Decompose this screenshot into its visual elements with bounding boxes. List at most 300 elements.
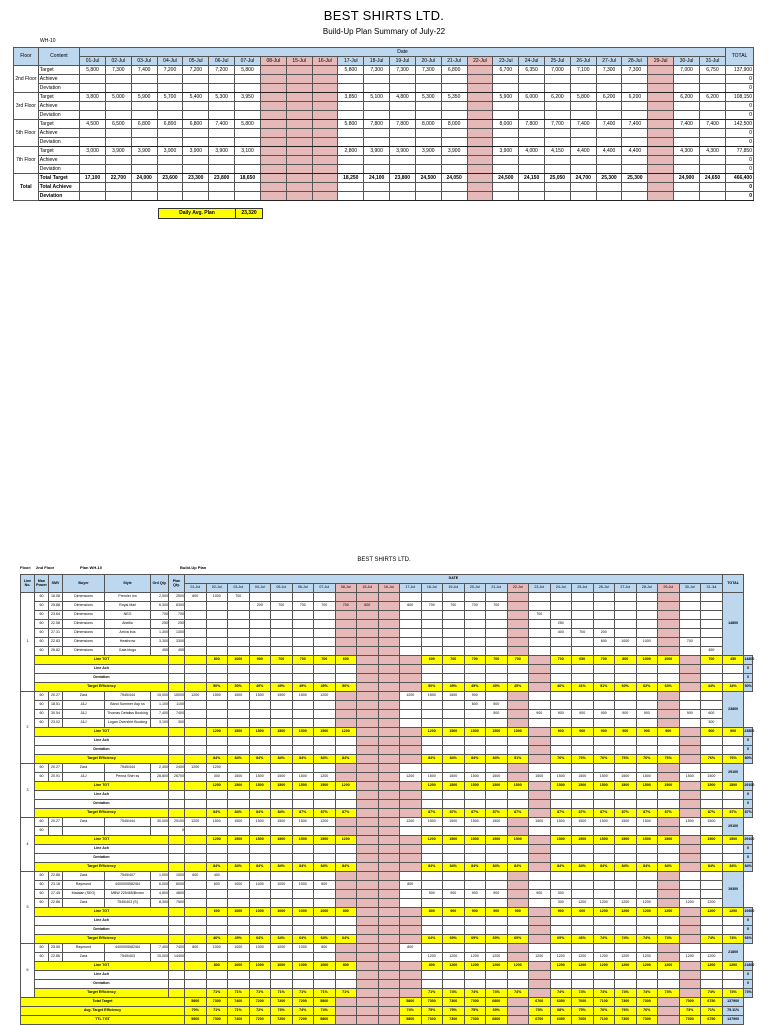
band-value [593, 791, 615, 800]
day-value [674, 156, 700, 165]
band-spacer [169, 674, 185, 683]
band-value [400, 746, 422, 755]
day-value [467, 75, 493, 84]
band-value: 84% [464, 755, 486, 764]
day-value [286, 84, 312, 93]
style-day-value [400, 827, 422, 836]
band-spacer [169, 980, 185, 989]
footer-label: TTL TGT [21, 1016, 185, 1025]
footer-value: 75% [464, 1007, 486, 1016]
style-day-value [636, 944, 658, 953]
band-value: 1500 [271, 836, 293, 845]
band-value: 700 [443, 656, 465, 665]
style-day-value [443, 719, 465, 728]
band-value: 1200 [636, 908, 658, 917]
footer-value: 7100 [593, 1016, 615, 1025]
band-label: Line Ach [35, 845, 169, 854]
style-day-value [679, 890, 701, 899]
band-value [378, 656, 400, 665]
day-value [390, 84, 416, 93]
band-spacer [185, 926, 207, 935]
band-value: 84% [722, 863, 744, 872]
manpower: 60 [35, 899, 49, 908]
row-total: 0 [726, 165, 754, 174]
band-value: 64% [314, 935, 336, 944]
band-value: 900 [550, 908, 572, 917]
band-value: 900 [550, 728, 572, 737]
day-value: 5,800 [338, 120, 364, 129]
manpower: 60 [35, 827, 49, 836]
band-spacer [169, 809, 185, 818]
style-day-value: 800 [400, 881, 422, 890]
footer-value: 6350 [550, 998, 572, 1007]
band-value [464, 926, 486, 935]
band-value [486, 917, 508, 926]
day-value [80, 183, 106, 192]
day-value: 25,300 [596, 174, 622, 183]
style-day-value [507, 872, 529, 881]
band-value [593, 971, 615, 980]
manpower: 60 [35, 719, 49, 728]
band-value: 49% [507, 683, 529, 692]
style-day-value [636, 827, 658, 836]
style-day-value: 1000 [292, 881, 314, 890]
day-value [312, 84, 338, 93]
style-day-value: 1500 [529, 773, 551, 782]
band-value [271, 980, 293, 989]
day-value [699, 156, 725, 165]
day-value [312, 147, 338, 156]
style-day-value: 1500 [206, 692, 228, 701]
band-value [378, 980, 400, 989]
day-value [519, 111, 545, 120]
band-value [550, 791, 572, 800]
band-value: 71% [271, 989, 293, 998]
smv: 25.88 [49, 602, 63, 611]
day-value [209, 84, 235, 93]
style-day-value [507, 899, 529, 908]
day-value: 5,300 [415, 93, 441, 102]
band-value [679, 791, 701, 800]
band-value [464, 980, 486, 989]
line-number: 5 [21, 872, 35, 944]
style-day-value [378, 881, 400, 890]
band-value: 1200 [335, 782, 357, 791]
line-number: 6 [21, 944, 35, 998]
band-value: 74% [636, 989, 658, 998]
style-day-value [357, 638, 379, 647]
band-value: 49% [464, 683, 486, 692]
band-value [722, 971, 744, 980]
style-day-value [507, 881, 529, 890]
band-spacer [185, 962, 207, 971]
band-value [335, 800, 357, 809]
band-value [206, 917, 228, 926]
row-total: 108,150 [726, 93, 754, 102]
day-value [493, 84, 519, 93]
style-day-value [615, 602, 637, 611]
style-day-value [378, 827, 400, 836]
style-day-value [228, 827, 250, 836]
day-value: 18,250 [338, 174, 364, 183]
style-day-value [679, 872, 701, 881]
style-day-value [486, 719, 508, 728]
band-value [593, 737, 615, 746]
footer-value [357, 1007, 379, 1016]
style-day-value [701, 620, 723, 629]
style-day-value [507, 602, 529, 611]
band-value: 600 [421, 656, 443, 665]
band-spacer [169, 935, 185, 944]
style-day-value [378, 620, 400, 629]
style-day-value: 900 [593, 710, 615, 719]
smv: 27.45 [49, 890, 63, 899]
style-day-value [335, 944, 357, 953]
band-spacer [185, 674, 207, 683]
band-value [529, 791, 551, 800]
band-value [636, 746, 658, 755]
band-value [400, 728, 422, 737]
day-value [157, 165, 183, 174]
band-value [314, 665, 336, 674]
band-value [206, 665, 228, 674]
band-value: 74% [615, 935, 637, 944]
band-value: 46% [550, 683, 572, 692]
day-value [183, 192, 209, 201]
style-day-value [507, 944, 529, 953]
floor-value: 2nd Floor [36, 565, 55, 570]
day-value [209, 156, 235, 165]
band-label: Deviation [35, 854, 169, 863]
day-value [570, 138, 596, 147]
detail-date-column: 02-Jul [206, 584, 228, 593]
band-value [679, 980, 701, 989]
detail-date-column: 30-Jul [679, 584, 701, 593]
band-value [722, 845, 744, 854]
footer-value: 75% [421, 1007, 443, 1016]
style: Logan Overshirt Booking [105, 719, 151, 728]
band-value: 84% [636, 863, 658, 872]
band-value [335, 971, 357, 980]
band-value: 800 [335, 962, 357, 971]
band-value [443, 665, 465, 674]
band-value: 800 [206, 962, 228, 971]
day-value [312, 174, 338, 183]
day-value: 5,800 [338, 66, 364, 75]
band-value: 1000 [271, 962, 293, 971]
band-spacer [185, 782, 207, 791]
band-value: 74% [464, 989, 486, 998]
style-day-value [443, 611, 465, 620]
style-day-value [572, 719, 594, 728]
style-day-value: 1200 [421, 953, 443, 962]
style: 7545/444 [105, 818, 151, 827]
style-day-value [249, 593, 271, 602]
band-value [271, 845, 293, 854]
band-value: 44% [701, 683, 723, 692]
style-day-value [335, 773, 357, 782]
smv: 22.83 [49, 638, 63, 647]
style-day-value: 1000 [271, 944, 293, 953]
style-day-value [335, 692, 357, 701]
day-value [648, 174, 674, 183]
style-day-value [615, 647, 637, 656]
band-value [357, 935, 379, 944]
style-day-value: 600 [400, 602, 422, 611]
band-value [249, 917, 271, 926]
style: Penna Shirt ss [105, 773, 151, 782]
style-day-value [292, 593, 314, 602]
day-value [648, 138, 674, 147]
band-value [335, 737, 357, 746]
style-day-value: 800 [185, 944, 207, 953]
band-value [378, 674, 400, 683]
style-day-value [271, 719, 293, 728]
style-day-value: 1500 [271, 692, 293, 701]
style-day-value: 1500 [550, 818, 572, 827]
page-subtitle: Build-Up Plan Summary of July-22 [322, 27, 446, 36]
band-value: 1200 [421, 836, 443, 845]
day-value [648, 66, 674, 75]
plan-qty: 7400 [169, 710, 185, 719]
smv: 22.86 [49, 899, 63, 908]
date-column-header: 31-Jul [699, 57, 725, 66]
date-column-header: 03-Jul [131, 57, 157, 66]
style-day-value: 1200 [206, 764, 228, 773]
style-day-value [550, 719, 572, 728]
day-value [467, 102, 493, 111]
style-day-value [507, 593, 529, 602]
band-value [443, 980, 465, 989]
day-value [157, 138, 183, 147]
style-day-value [378, 953, 400, 962]
band-value [271, 917, 293, 926]
band-value [701, 926, 723, 935]
plan-qty: 1100 [169, 701, 185, 710]
smv: 23.02 [49, 719, 63, 728]
style-day-value [400, 701, 422, 710]
band-value [572, 665, 594, 674]
style-day-value [357, 827, 379, 836]
style-day-value [228, 899, 250, 908]
band-value [679, 800, 701, 809]
band-value [722, 800, 744, 809]
day-value [105, 183, 131, 192]
day-value: 3,900 [157, 147, 183, 156]
style-day-value [421, 701, 443, 710]
style-day-value [357, 629, 379, 638]
smv [49, 827, 63, 836]
band-value [357, 863, 379, 872]
band-value [400, 980, 422, 989]
style-day-value: 1500 [701, 773, 723, 782]
band-value [679, 854, 701, 863]
style-day-value: 1200 [679, 953, 701, 962]
band-value: 1200 [615, 908, 637, 917]
day-value [312, 93, 338, 102]
day-value: 7,800 [519, 120, 545, 129]
day-value: 4,300 [674, 147, 700, 156]
style-day-value [249, 899, 271, 908]
style-day-value [335, 719, 357, 728]
band-value: 69% [464, 935, 486, 944]
band-value [378, 962, 400, 971]
style-day-value [357, 692, 379, 701]
style-day-value: 1500 [228, 818, 250, 827]
band-value: 84% [443, 755, 465, 764]
band-value: 71% [314, 989, 336, 998]
detail-date-column: 27-Jul [615, 584, 637, 593]
style-day-value [486, 827, 508, 836]
band-value [529, 755, 551, 764]
style-day-value [271, 953, 293, 962]
day-value [286, 66, 312, 75]
day-value: 6,800 [183, 120, 209, 129]
style-day-value: 900 [572, 710, 594, 719]
style-day-value [443, 872, 465, 881]
day-value: 4,300 [699, 147, 725, 156]
band-value [335, 791, 357, 800]
style-day-value: 900 [464, 692, 486, 701]
band-spacer [169, 962, 185, 971]
style-day-value [421, 944, 443, 953]
band-value [615, 674, 637, 683]
band-value [357, 791, 379, 800]
day-value [131, 183, 157, 192]
style-day-value: 900 [679, 710, 701, 719]
band-value: 84% [701, 863, 723, 872]
band-value: 64% [335, 935, 357, 944]
style-day-value [249, 872, 271, 881]
style-day-value [486, 638, 508, 647]
style-day-value [335, 620, 357, 629]
day-value: 8,000 [415, 120, 441, 129]
band-spacer [185, 836, 207, 845]
daily-avg-box [158, 208, 263, 219]
band-value: 84% [314, 863, 336, 872]
detail-table [20, 574, 753, 1025]
band-value: 1000 [228, 962, 250, 971]
manpower: 60 [35, 881, 49, 890]
style-day-value [658, 593, 680, 602]
band-value: 900 [701, 728, 723, 737]
day-value [493, 192, 519, 201]
footer-value: 69% [486, 1007, 508, 1016]
line-number: 3 [21, 764, 35, 818]
day-value [415, 165, 441, 174]
style-day-value: 1500 [486, 818, 508, 827]
footer-value: 71% [701, 1007, 723, 1016]
style: 4400005582/84 [105, 944, 151, 953]
band-value: 34% [722, 683, 744, 692]
style-day-value [529, 881, 551, 890]
band-value: 84% [292, 755, 314, 764]
day-value [390, 192, 416, 201]
day-value [286, 102, 312, 111]
day-value: 6,000 [519, 93, 545, 102]
band-value: 1000 [292, 962, 314, 971]
band-value [572, 674, 594, 683]
band-value: 76% [701, 755, 723, 764]
style-day-value [615, 620, 637, 629]
band-value [572, 926, 594, 935]
day-value [622, 129, 648, 138]
band-value: 84% [486, 863, 508, 872]
style-day-value [378, 944, 400, 953]
footer-value: 7300 [206, 998, 228, 1007]
style-day-value [701, 611, 723, 620]
band-total: 0 [744, 791, 753, 800]
band-value [443, 971, 465, 980]
day-value [80, 111, 106, 120]
buyer: Dimensions [63, 629, 105, 638]
style: Gala bingo [105, 647, 151, 656]
day-value [441, 183, 467, 192]
band-value [400, 845, 422, 854]
day-value [157, 129, 183, 138]
date-column-header: 26-Jul [570, 57, 596, 66]
style-day-value [615, 890, 637, 899]
band-value: 700 [292, 656, 314, 665]
style-day-value: 600 [206, 881, 228, 890]
style-day-value [185, 701, 207, 710]
style-day-value [335, 764, 357, 773]
band-value [292, 980, 314, 989]
detail-col-header: Buyer [63, 575, 105, 593]
day-value [364, 84, 390, 93]
day-value [338, 129, 364, 138]
band-total: 0 [744, 854, 753, 863]
band-value: 1200 [658, 908, 680, 917]
band-value: 84% [271, 863, 293, 872]
style-day-value [314, 719, 336, 728]
band-value [335, 917, 357, 926]
band-value: 1200 [335, 836, 357, 845]
day-value [364, 129, 390, 138]
day-value: 3,800 [80, 93, 106, 102]
style-day-value [486, 944, 508, 953]
style-day-value [658, 629, 680, 638]
style-day-value [443, 620, 465, 629]
style-day-value [357, 890, 379, 899]
band-value [314, 800, 336, 809]
day-value [312, 111, 338, 120]
style-day-value: 1500 [464, 773, 486, 782]
style-day-value [249, 620, 271, 629]
style-day-value: 1500 [292, 773, 314, 782]
band-value [400, 962, 422, 971]
day-value [260, 183, 286, 192]
day-value: 8,000 [493, 120, 519, 129]
day-value [260, 129, 286, 138]
style-day-value: 700 [228, 593, 250, 602]
plan-qty: 1300 [169, 629, 185, 638]
band-value [593, 917, 615, 926]
band-total: 50% [744, 683, 753, 692]
detail-date-column: 16-Jul [378, 584, 400, 593]
day-value [545, 111, 571, 120]
band-value [421, 791, 443, 800]
day-value [286, 183, 312, 192]
row-total: 0 [726, 192, 754, 201]
day-value [209, 138, 235, 147]
band-value [357, 755, 379, 764]
style-day-value [357, 773, 379, 782]
day-value [80, 156, 106, 165]
band-value [357, 674, 379, 683]
style-day-value [529, 638, 551, 647]
day-value: 3,950 [235, 93, 261, 102]
